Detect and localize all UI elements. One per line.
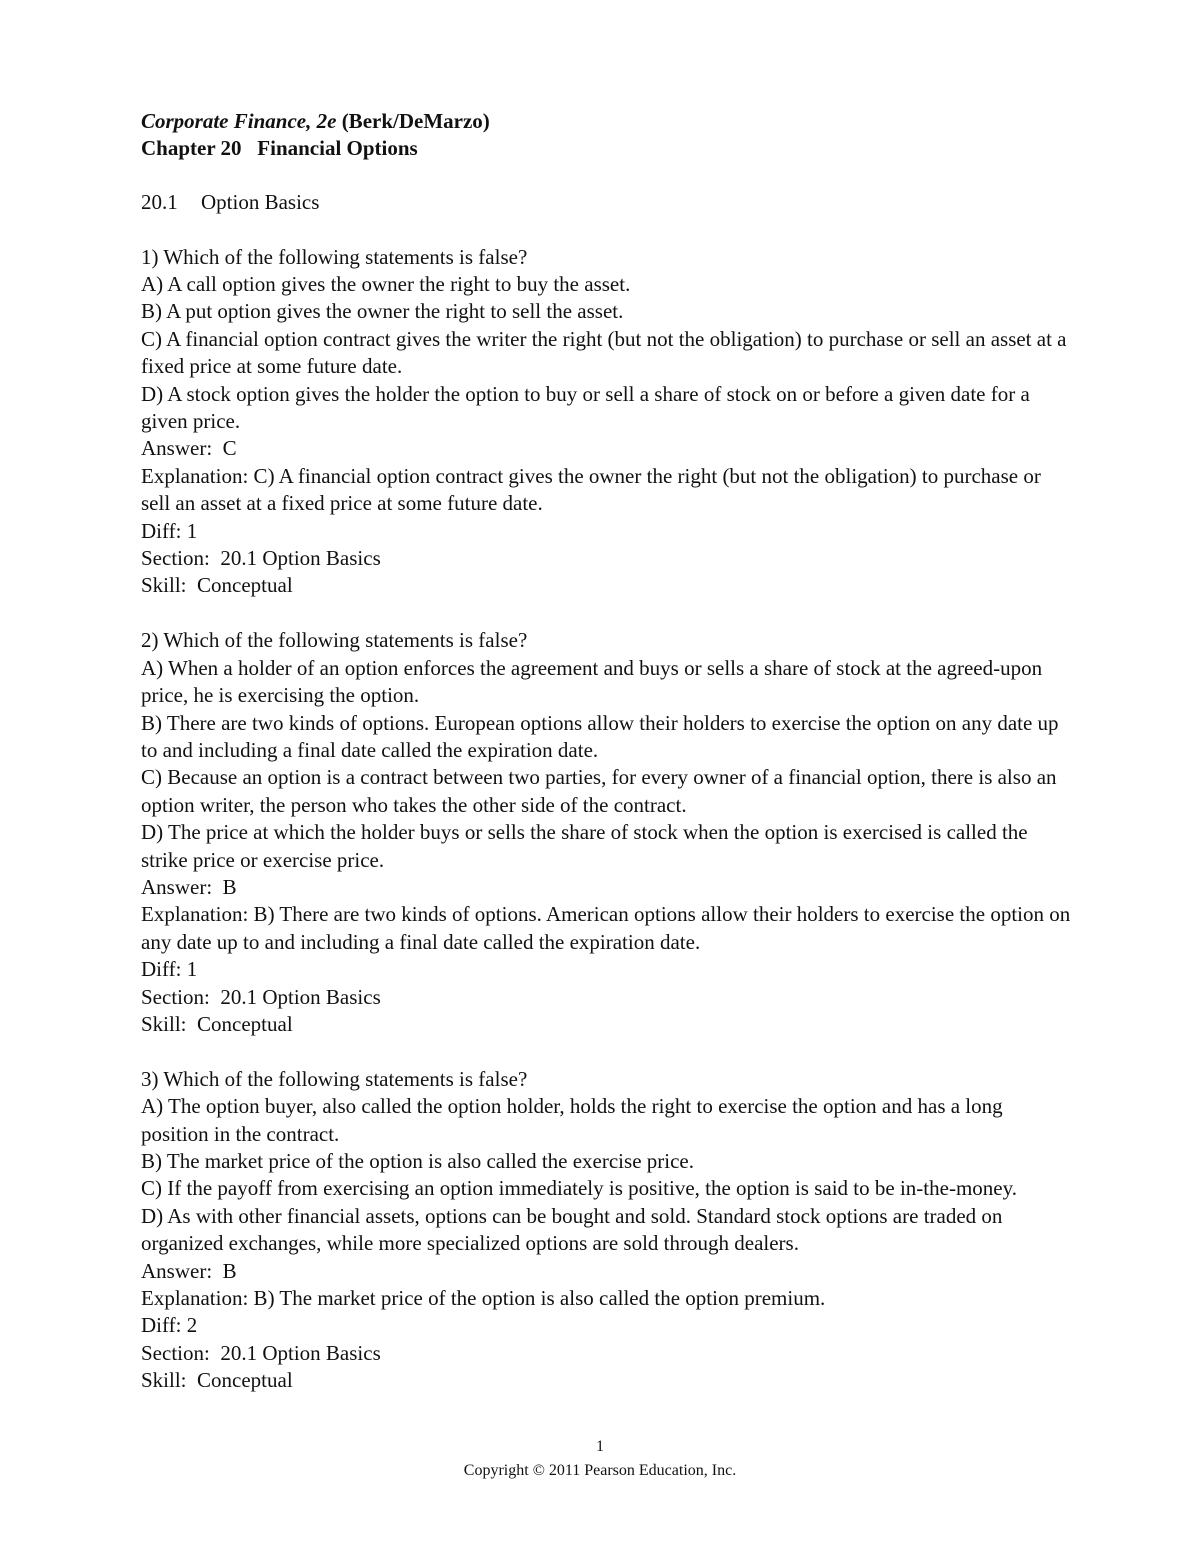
choice-b: B) A put option gives the owner the right to sell the asset. bbox=[141, 299, 624, 324]
question-1 bbox=[141, 244, 1071, 600]
difficulty: Diff: 2 bbox=[141, 1313, 198, 1338]
difficulty: Diff: 1 bbox=[141, 518, 198, 543]
choice-d: D) As with other financial assets, options can be bought and sold. Standard stock options are traded on organized exchanges, while more specialized options are sold through dealers. bbox=[141, 1203, 1003, 1256]
question-stem: 3) Which of the following statements is false? bbox=[141, 1066, 528, 1091]
question-3 bbox=[141, 1066, 1071, 1395]
choice-a: A) The option buyer, also called the option holder, holds the right to exercise the option and has a long position in the contract. bbox=[141, 1094, 1003, 1146]
question-section: Section: 20.1 Option Basics bbox=[141, 984, 381, 1009]
question-section: Section: 20.1 Option Basics bbox=[141, 546, 381, 571]
choice-a: A) A call option gives the owner the right to buy the asset. bbox=[141, 272, 631, 297]
explanation: Explanation: C) A financial option contract gives the owner the right (but not the obligation) to purchase or sell an asset at a fixed price at some future date. bbox=[141, 463, 1041, 516]
question-stem: 1) Which of the following statements is false? bbox=[141, 244, 528, 269]
book-title: Corporate Finance bbox=[141, 109, 307, 133]
choice-d: D) A stock option gives the holder the option to buy or sell a share of stock on or before a given date for a given price. bbox=[141, 381, 1030, 434]
explanation: Explanation: B) There are two kinds of options. American options allow their holders to exercise the option on any date up to and including a final date called the expiration date. bbox=[141, 902, 1071, 954]
skill: Skill: Conceptual bbox=[141, 1011, 293, 1036]
section-title: Option Basics bbox=[201, 189, 320, 214]
difficulty: Diff: 1 bbox=[141, 957, 198, 982]
answer: Answer: B bbox=[141, 1258, 237, 1283]
section-heading bbox=[141, 189, 1071, 216]
choice-a: A) When a holder of an option enforces the agreement and buys or sells a share of stock at the agreed-upon price, he is exercising the option. bbox=[141, 655, 1043, 708]
copyright-notice: Copyright © 2011 Pearson Education, Inc. bbox=[463, 1462, 737, 1479]
question-2 bbox=[141, 627, 1071, 1038]
answer: Answer: C bbox=[141, 436, 237, 461]
chapter-title: Chapter 20 Financial Options bbox=[141, 136, 418, 161]
explanation: Explanation: B) The market price of the option is also called the option premium. bbox=[141, 1286, 826, 1311]
choice-b: B) There are two kinds of options. European options allow their holders to exercise the option on any date up to and including a final date called the expiration date. bbox=[141, 710, 1059, 762]
choice-d: D) The price at which the holder buys or sells the share of stock when the option is exercised is called the strike price or exercise price. bbox=[141, 820, 1028, 872]
question-section: Section: 20.1 Option Basics bbox=[141, 1340, 381, 1365]
choice-b: B) The market price of the option is also called the exercise price. bbox=[141, 1148, 694, 1173]
page-number: 1 bbox=[596, 1438, 604, 1455]
book-edition: , 2e bbox=[306, 109, 337, 133]
answer: Answer: B bbox=[141, 874, 237, 899]
book-authors: (Berk/DeMarzo) bbox=[336, 109, 490, 133]
page-content bbox=[141, 108, 1071, 1395]
question-stem: 2) Which of the following statements is false? bbox=[141, 628, 528, 653]
choice-c: C) If the payoff from exercising an option immediately is positive, the option is said to be in-the-money. bbox=[141, 1176, 1017, 1201]
choice-c: C) A financial option contract gives the writer the right (but not the obligation) to purchase or sell an asset at a fixed price at some future date. bbox=[141, 326, 1067, 379]
choice-c: C) Because an option is a contract between two parties, for every owner of a financial option, there is also an option writer, the person who takes the other side of the contract. bbox=[141, 765, 1057, 817]
skill: Skill: Conceptual bbox=[141, 1368, 293, 1393]
section-number: 20.1 bbox=[141, 189, 178, 214]
skill: Skill: Conceptual bbox=[141, 573, 293, 598]
book-title-line bbox=[141, 108, 1071, 135]
